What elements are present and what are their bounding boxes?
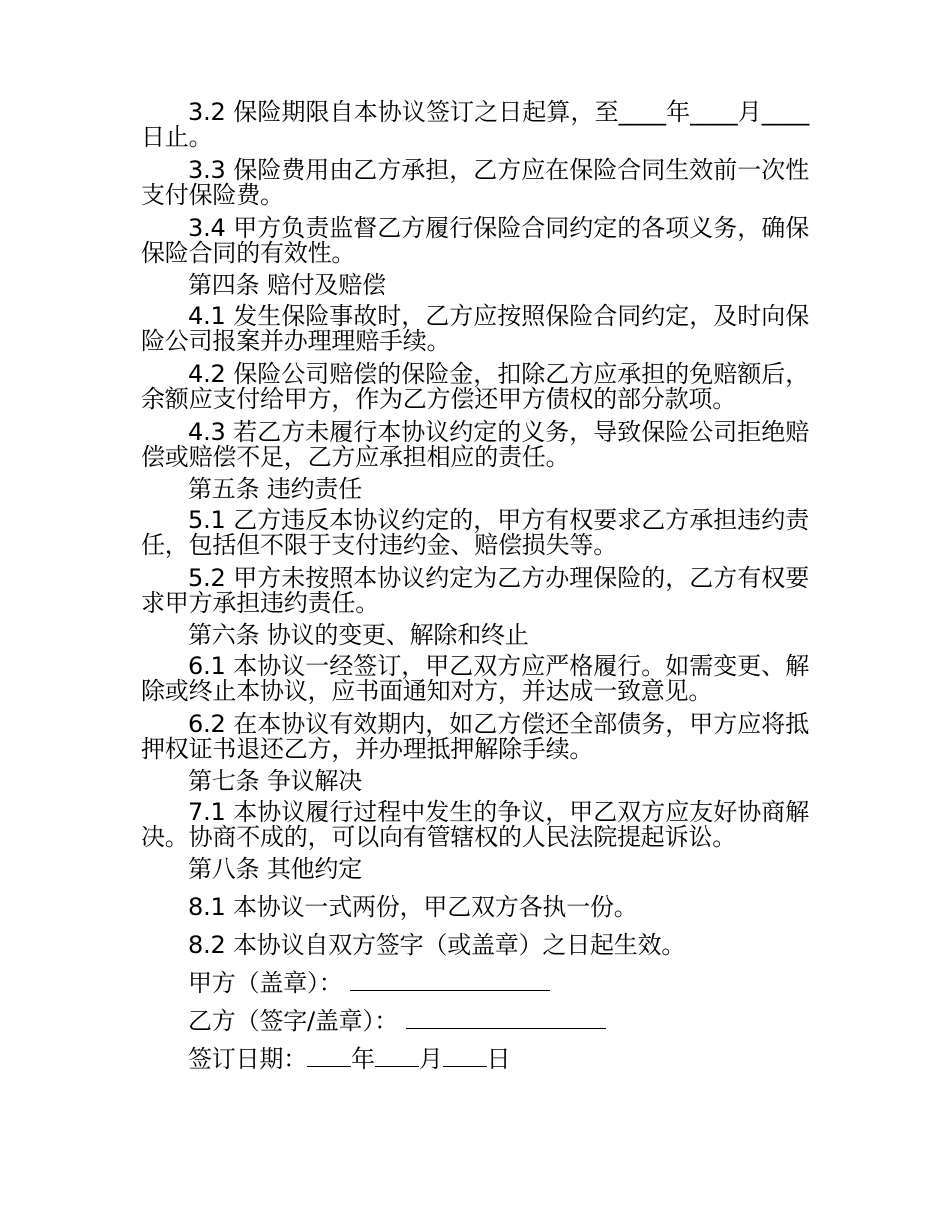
clause-5-2: 5.2 甲方未按照本协议约定为乙方办理保险的，乙方有权要求甲方承担违约责任。 bbox=[141, 564, 809, 617]
article-7-heading: 第七条 争议解决 bbox=[188, 767, 363, 795]
clause-4-2: 4.2 保险公司赔偿的保险金，扣除乙方应承担的免赔额后，余额应支付给甲方，作为乙方偿还甲方债权的部分款项。 bbox=[141, 360, 809, 413]
article-4-heading: 第四条 赔付及赔偿 bbox=[188, 271, 386, 299]
clause-4-1: 4.1 发生保险事故时，乙方应按照保险合同约定，及时向保险公司报案并办理理赔手续。 bbox=[141, 302, 809, 355]
clause-8-1: 8.1 本协议一式两份，甲乙双方各执一份。 bbox=[188, 893, 638, 921]
signing-date-line bbox=[141, 1044, 809, 1074]
clause-5-1: 5.1 乙方违反本协议约定的，甲方有权要求乙方承担违约责任，包括但不限于支付违约金、赔偿损失等。 bbox=[141, 506, 809, 559]
date-month-blank bbox=[375, 1044, 419, 1067]
date-month-label: 月 bbox=[418, 1045, 443, 1073]
signing-date-label: 签订日期： bbox=[188, 1045, 307, 1073]
party-b-signature-line bbox=[141, 1006, 809, 1036]
party-a-label: 甲方（盖章）： bbox=[188, 969, 343, 997]
clause-3-4: 3.4 甲方负责监督乙方履行保险合同约定的各项义务，确保保险合同的有效性。 bbox=[141, 214, 809, 267]
date-year-label: 年 bbox=[351, 1045, 375, 1073]
article-8-heading: 第八条 其他约定 bbox=[188, 855, 363, 883]
clause-4-3: 4.3 若乙方未履行本协议约定的义务，导致保险公司拒绝赔偿或赔偿不足，乙方应承担相应的责任。 bbox=[141, 418, 809, 471]
clause-3-2: 3.2 保险期限自本协议签订之日起算，至____年____月____日止。 bbox=[141, 98, 809, 151]
party-b-label: 乙方（签字/盖章）： bbox=[188, 1007, 399, 1035]
article-6-heading: 第六条 协议的变更、解除和终止 bbox=[188, 621, 529, 649]
article-5-heading: 第五条 违约责任 bbox=[188, 475, 363, 503]
party-a-signature-line bbox=[141, 968, 809, 998]
document-body bbox=[141, 100, 809, 1074]
date-day-label: 日 bbox=[486, 1045, 511, 1073]
clause-7-1: 7.1 本协议履行过程中发生的争议，甲乙双方应友好协商解决。协商不成的，可以向有管辖权的人民法院提起诉讼。 bbox=[141, 798, 809, 851]
date-year-blank bbox=[307, 1044, 351, 1067]
date-day-blank bbox=[443, 1044, 487, 1067]
clause-6-1: 6.1 本协议一经签订，甲乙双方应严格履行。如需变更、解除或终止本协议，应书面通知对方，并达成一致意见。 bbox=[141, 652, 809, 705]
clause-6-2: 6.2 在本协议有效期内，如乙方偿还全部债务，甲方应将抵押权证书退还乙方，并办理抵押解除手续。 bbox=[141, 710, 809, 763]
clause-3-3: 3.3 保险费用由乙方承担，乙方应在保险合同生效前一次性支付保险费。 bbox=[141, 156, 809, 209]
party-b-signature-blank bbox=[406, 1006, 606, 1029]
clause-8-2: 8.2 本协议自双方签字（或盖章）之日起生效。 bbox=[188, 931, 686, 959]
party-a-signature-blank bbox=[350, 968, 550, 991]
